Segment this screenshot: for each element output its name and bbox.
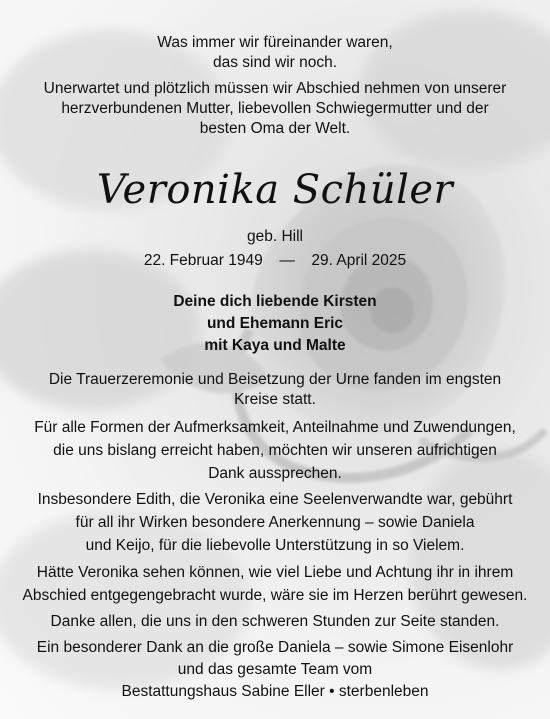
death-date: 29. April 2025 bbox=[311, 252, 407, 269]
poem-line: das sind wir noch. bbox=[212, 54, 338, 71]
mourner-line: Deine dich liebende Kirsten bbox=[173, 293, 377, 310]
intro-line: herzverbundenen Mutter, liebevollen Schwiegermutter und der bbox=[61, 100, 489, 117]
thanks-line: Für alle Formen der Aufmerksamkeit, Anteilnahme und Zuwendungen, bbox=[34, 419, 516, 436]
poem-line: Was immer wir füreinander waren, bbox=[157, 34, 393, 51]
thanks-line: Dank aussprechen. bbox=[208, 465, 342, 482]
deceased-name: Veronika Schüler bbox=[96, 167, 454, 213]
special-thanks-line: Bestattungshaus Sabine Eller • sterbenleben bbox=[121, 683, 429, 700]
veronika-line: Hätte Veronika sehen können, wie viel Liebe und Achtung ihr in ihrem bbox=[36, 564, 514, 581]
edith-line: Insbesondere Edith, die Veronika eine Seelenverwandte war, gebührt bbox=[37, 491, 513, 508]
ceremony-line: Die Trauerzeremonie und Beisetzung der Urne fanden im engsten bbox=[48, 371, 502, 388]
danke-line: Danke allen, die uns in den schweren Stunden zur Seite standen. bbox=[50, 613, 500, 630]
edith-line: für all ihr Wirken besondere Anerkennung – sowie Daniela bbox=[75, 514, 475, 531]
thanks-line: die uns bislang erreicht haben, möchten wir unseren aufrichtigen bbox=[53, 442, 497, 459]
special-thanks-line: Ein besonderer Dank an die große Daniela – sowie Simone Eisenlohr bbox=[36, 639, 514, 656]
birth-name: geb. Hill bbox=[247, 228, 303, 245]
veronika-line: Abschied entgegengebracht wurde, wäre sie im Herzen berührt gewesen. bbox=[22, 587, 528, 604]
date-dash: — bbox=[279, 252, 295, 269]
life-dates bbox=[0, 251, 550, 271]
edith-line: und Keijo, für die liebevolle Unterstützung in so Vielem. bbox=[85, 537, 465, 554]
special-thanks-line: und das gesamte Team vom bbox=[177, 661, 373, 678]
intro-line: besten Oma der Welt. bbox=[199, 120, 351, 137]
birth-date: 22. Februar 1949 bbox=[143, 252, 263, 269]
ceremony-line: Kreise statt. bbox=[234, 391, 316, 408]
mourner-line: mit Kaya und Malte bbox=[204, 337, 346, 354]
intro-line: Unerwartet und plötzlich müssen wir Abschied nehmen von unserer bbox=[43, 80, 507, 97]
mourner-line: und Ehemann Eric bbox=[206, 315, 344, 332]
